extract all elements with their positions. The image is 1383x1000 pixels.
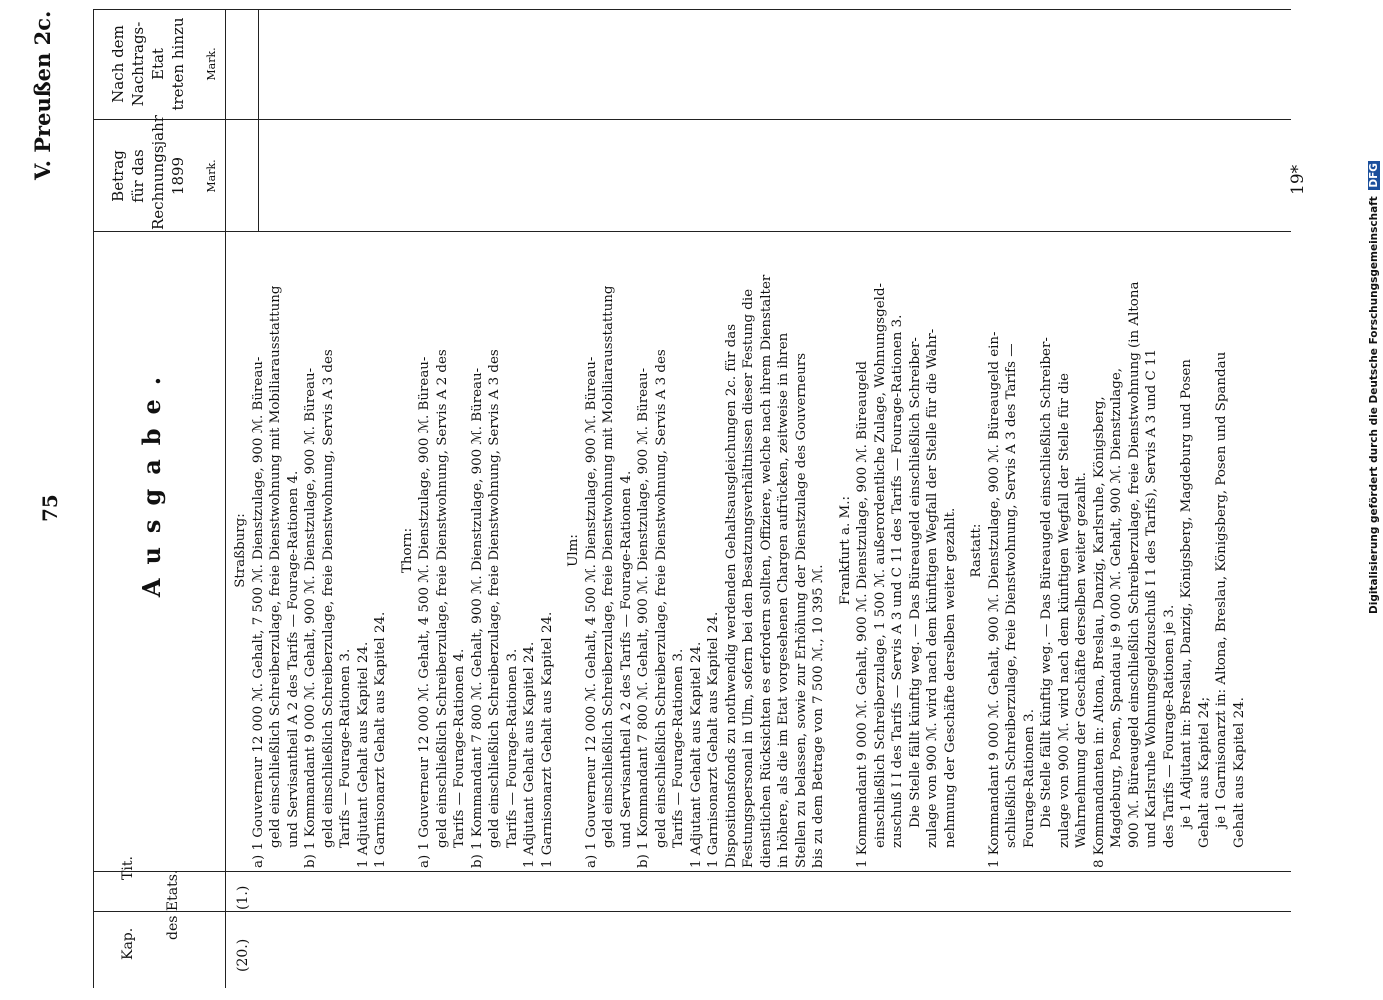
place-heading: Thorn: [399, 527, 415, 574]
nachtrag-line-1: Nach dem [109, 25, 127, 103]
place-heading: Frankfurt a. M.: [837, 496, 853, 606]
column-rule-1 [93, 10, 94, 912]
nachtrag-unit: Mark. [205, 47, 218, 81]
entry-line: bis zu dem Betrage von 7 500 ℳ., 10 395 ℳ. [811, 564, 826, 868]
page-number: 75 [38, 494, 62, 522]
entry-line: geld einschließlich Schreiberzulage, freie Dienstwohnung, Servis A 3 des [320, 349, 336, 848]
place-heading: Straßburg: [233, 513, 248, 588]
nachtrag-line-3: treten hinzu [169, 17, 187, 111]
entry-line: und Servisantheil A 2 des Tarifs — Fourage-Rationen 4. [285, 470, 301, 848]
spacer [556, 233, 565, 868]
entry-line: und Karlsruhe Wohnungsgeldzuschuß I 1 des Tarifs), Servis A 3 und C 11 [1144, 348, 1159, 848]
header-rule-bottom [225, 10, 226, 988]
place-heading: Ulm: [566, 534, 581, 567]
betrag-line-4: 1899 [169, 156, 187, 196]
kap-value: (20.) [235, 938, 251, 972]
entry-line: 1 Kommandant 9 000 ℳ. Gehalt, 900 ℳ. Dienstzulage, 900 ℳ. Büreaugeld ein- [986, 331, 1002, 868]
entry-line: zulage von 900 ℳ. wird nach dem künftigen Wegfall der Stelle für die Wahr- [925, 328, 940, 848]
entry-line: Gehalt aus Kapitel 24. [1231, 697, 1247, 848]
entry-line: a) 1 Gouverneur 12 000 ℳ. Gehalt, 4 500 ℳ. Dienstzulage, 900 ℳ. Büreau- [583, 356, 599, 868]
entry-line: 1 Adjutant Gehalt aus Kapitel 24. [688, 641, 704, 868]
entry-line: 1 Kommandant 9 000 ℳ. Gehalt, 900 ℳ. Dienstzulage, 900 ℳ. Büreaugeld [855, 361, 870, 868]
entry-line: Die Stelle fällt künftig weg. — Das Büreaugeld einschließlich Schreiber- [907, 337, 923, 828]
entry-line: geld einschließlich Schreiberzulage, freie Dienstwohnung, Servis A 2 des [434, 349, 450, 848]
nachtrag-line-2: Nachtrags-Etat [129, 21, 167, 107]
amount-rule-1 [258, 10, 259, 232]
entry-line: Dispositionsfonds zu nothwendig werdenden Gehaltsausgleichungen 2c. für das [723, 323, 739, 868]
entry-line: dienstlichen Rücksichten es erfordern sollten, Offiziere, welche nach ihrem Dienstalter [758, 274, 774, 868]
digitization-note [1368, 161, 1380, 614]
entry-line: Gehalt aus Kapitel 24; [1196, 696, 1212, 848]
digitization-rotator [1366, 0, 1383, 1000]
entry-line: und Servisantheil A 2 des Tarifs — Fourage-Rationen 4. [618, 470, 634, 848]
betrag-line-1: Betrag [109, 150, 127, 202]
entry-line: Tarifs — Fourage-Rationen 3. [671, 648, 686, 848]
dfg-logo: DFG [1368, 163, 1380, 188]
entry-line: Tarifs — Fourage-Rationen 3. [504, 648, 520, 848]
entry-line: 1 Adjutant Gehalt aus Kapitel 24. [355, 641, 371, 868]
column-divider-amount [93, 119, 1291, 120]
digitization-text: Digitalisierung gefördert durch die Deutsche Forschungsgemeinschaft [1368, 196, 1380, 614]
entry-line: geld einschließlich Schreiberzulage, freie Dienstwohnung mit Mobiliarausstattung [268, 285, 283, 848]
entry-line: zulage von 900 ℳ. wird nach dem künftigen Wegfall der Stelle für die [1056, 373, 1072, 848]
ausgabe-text-block [232, 233, 1248, 868]
entry-line: geld einschließlich Schreiberzulage, freie Dienstwohnung, Servis A 3 des [487, 349, 502, 848]
kap-header: Kap. [120, 927, 136, 960]
entry-line: 1 Garnisonarzt Gehalt aus Kapitel 24. [539, 611, 555, 868]
table-border-right [93, 9, 1291, 10]
entry-line: 900 ℳ. Büreaugeld einschließlich Schreiberzulage, freie Dienstwohnung (in Altona [1126, 281, 1142, 848]
entry-line: in höhere, als die im Etat vorgesehenen Chargen aufrücken, zeitweise in ihren [776, 332, 791, 868]
spacer [390, 233, 399, 868]
entry-line: Tarifs — Fourage-Rationen 3. [338, 648, 353, 848]
table-border-left [93, 911, 1291, 912]
entry-line: Stellen zu belassen, sowie zur Erhöhung der Dienstzulage des Gouverneurs [793, 352, 809, 868]
spacer [959, 233, 968, 868]
entry-line: Magdeburg, Posen, Spandau je 9 000 ℳ. Gehalt, 900 ℳ. Dienstzulage, [1109, 367, 1124, 848]
tit-value: (1.) [235, 885, 251, 910]
column-divider-text [93, 231, 1291, 232]
entry-line: Die Stelle fällt künftig weg. — Das Büreaugeld einschließlich Schreiber- [1039, 337, 1054, 828]
entry-line: 8 Kommandanten in: Altona, Breslau, Danzig, Karlsruhe, Königsberg, [1091, 396, 1107, 868]
entry-line: je 1 Adjutant in: Breslau, Danzig, Königsberg, Magdeburg und Posen [1179, 359, 1194, 828]
entry-line: b) 1 Kommandant 7 800 ℳ. Gehalt, 900 ℳ. Dienstzulage, 900 ℳ. Büreau- [469, 367, 485, 868]
ausgabe-heading: Ausgabe. [137, 362, 166, 598]
entry-line: Tarifs — Fourage-Rationen 4. [452, 648, 467, 848]
entry-line: geld einschließlich Schreiberzulage, freie Dienstwohnung mit Mobiliarausstattung [601, 285, 616, 848]
etats-header: des Etats. [165, 869, 181, 940]
digitization-strip [1366, 0, 1383, 1000]
entry-line: a) 1 Gouverneur 12 000 ℳ. Gehalt, 4 500 ℳ. Dienstzulage, 900 ℳ. Büreau- [417, 356, 432, 868]
section-header: V. Preußen 2c. [30, 10, 55, 180]
betrag-header [108, 115, 188, 230]
betrag-line-3: Rechnungsjahr [149, 115, 167, 230]
entry-line: schließlich Schreiberzulage, freie Dienstwohnung, Servis A 3 des Tarifs — [1004, 343, 1019, 848]
entry-line: Festungspersonal in Ulm, sofern bei den Besatzungsverhältnissen dieser Festung die [741, 288, 756, 868]
footer-number: 19* [1288, 164, 1308, 195]
entry-line: je 1 Garnisonarzt in: Altona, Breslau, Königsberg, Posen und Spandau [1214, 351, 1229, 828]
spacer [828, 233, 837, 868]
tit-header: Tit. [120, 856, 136, 880]
entry-line: b) 1 Kommandant 7 800 ℳ. Gehalt, 900 ℳ. Dienstzulage, 900 ℳ. Büreau- [636, 367, 651, 868]
entry-line: 1 Garnisonarzt Gehalt aus Kapitel 24. [706, 611, 721, 868]
entry-line: des Tarifs — Fourage-Rationen je 3. [1161, 604, 1177, 848]
nachtrag-header [108, 10, 188, 118]
entry-line: 1 Adjutant Gehalt aus Kapitel 24. [522, 641, 537, 868]
entry-line: Fourage-Rationen 3. [1021, 709, 1037, 848]
betrag-unit: Mark. [205, 159, 218, 193]
entry-line: Wahrnehmung der Geschäfte derselben weiter gezahlt. [1074, 472, 1089, 848]
column-divider-left [93, 871, 1291, 872]
entry-line: nehmung der Geschäfte derselben weiter gezahlt. [942, 507, 958, 848]
entry-line: geld einschließlich Schreiberzulage, freie Dienstwohnung, Servis A 3 des [653, 349, 669, 848]
entry-line: 1 Garnisonarzt Gehalt aus Kapitel 24. [373, 611, 388, 868]
entry-line: zuschuß I I des Tarifs — Servis A 3 und C 11 des Tarifs — Fourage-Rationen 3. [890, 314, 905, 848]
place-heading: Rastatt: [969, 523, 984, 578]
entry-line: einschließlich Schreiberzulage, 1 500 ℳ. außerordentliche Zulage, Wohnungsgeld- [872, 282, 888, 848]
entry-line: a) 1 Gouverneur 12 000 ℳ. Gehalt, 7 500 ℳ. Dienstzulage, 900 ℳ. Büreau- [250, 356, 266, 868]
betrag-line-2: für das [129, 149, 147, 203]
entry-line: b) 1 Kommandant 9 000 ℳ. Gehalt, 900 ℳ. Dienstzulage, 900 ℳ. Büreau- [303, 367, 318, 868]
